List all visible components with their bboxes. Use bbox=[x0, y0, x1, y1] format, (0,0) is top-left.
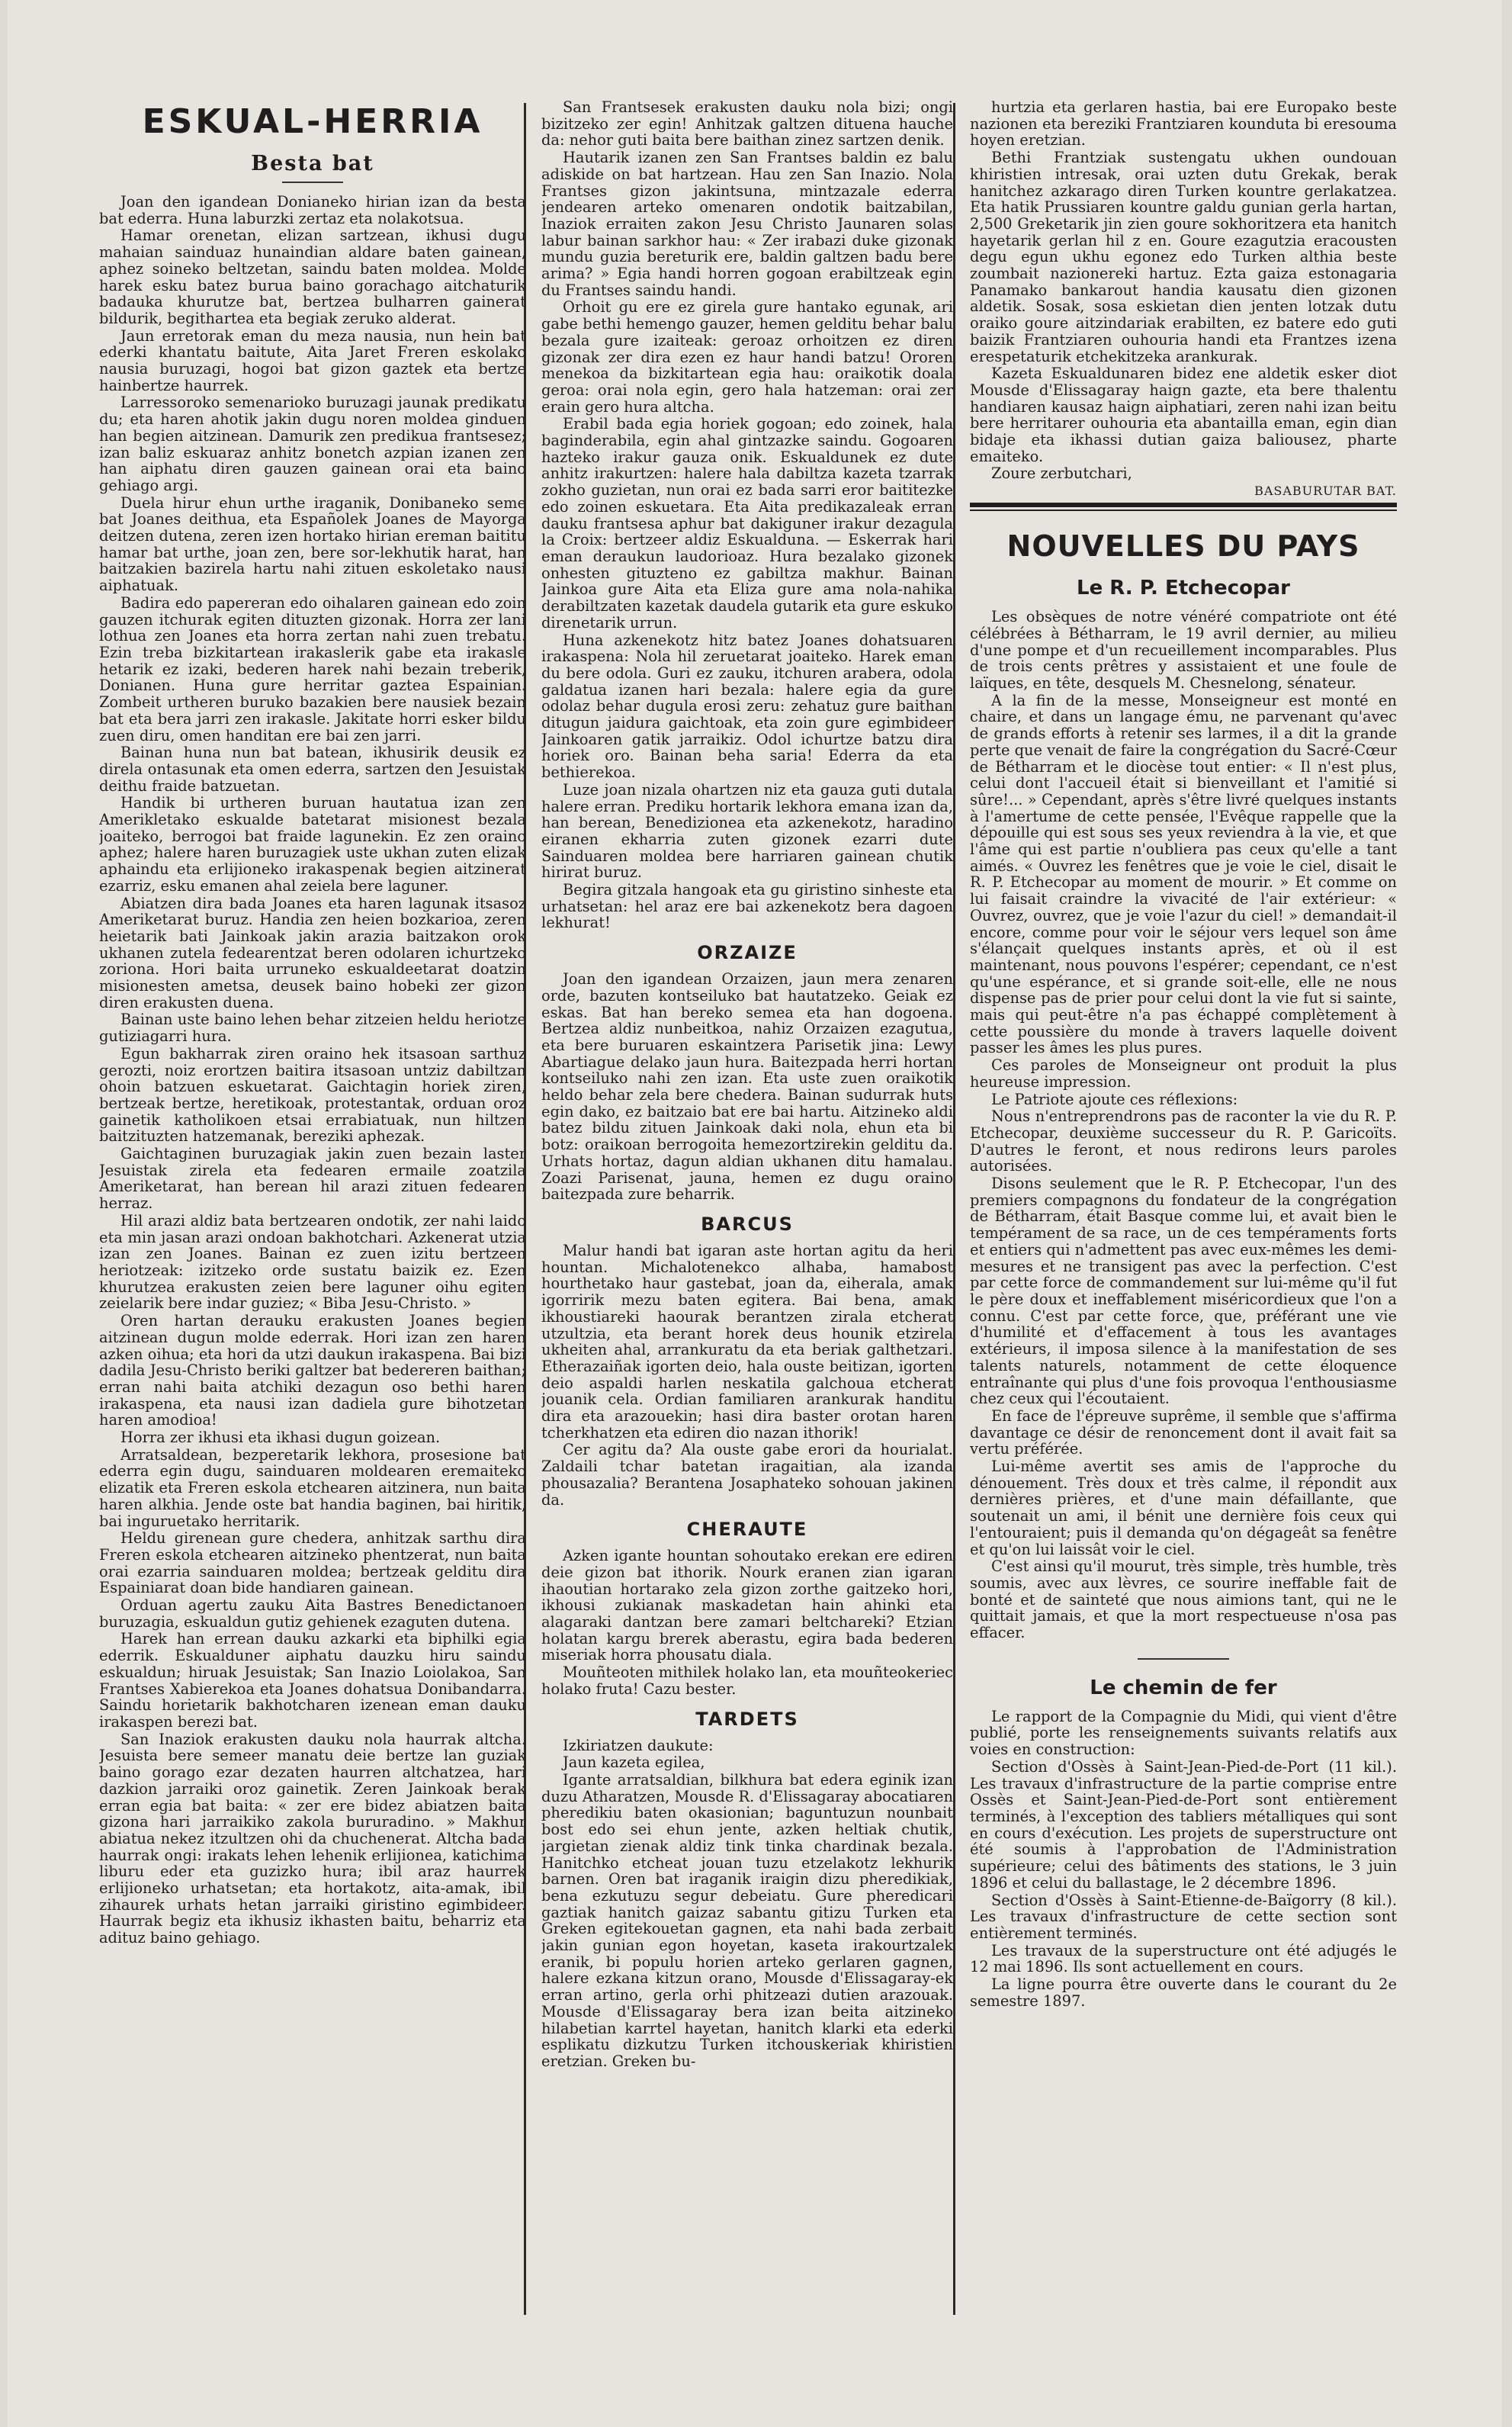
paragraph: Badira edo papereran edo oihalaren gainean edo zoin gauzen itchurak egiten dituzten gizonak. Horra zer lani lothua zen Joanes eta horra zertan nahi zuen trebatu. Ezin treba bizkitartean irakaslerik gabe eta irakasle hetarik ez izaki, bederen harek nahi bezain treberik, Donianen. Huna gure herritar gaztea Espainian. Zombeit urtheren buruko bazakien bere nausiek bezain bat eta bera jarri zen irakasle. Jakitate horri esker bildu zuen diru, omen handitan ere bai zen jarri. bbox=[99, 593, 526, 744]
paragraph: Erabil bada egia horiek gogoan; edo zoinek, hala baginderabila, egin ahal gintzazke saindu. Gogoaren hazteko irakur gauza onik. Eskualdunek ez dute anhitz irakurtzen: halere hala dabiltza kazeta tzarrak zokho guzietan, nun orai ez bada sarri eror baititezke edo zoinen eskuetara. Eta Aita predikazaleak erran dauku frantsesa aphur bat dakiguner irakur dezagula la Croix: bertzeer aldiz Eskualduna. — Eskerrak hari eman deraukun laudorioaz. Hura bezalako gizonek onhesten gituzteno ez gabiltza makhur. Bainan Jainkoa gure Aita eta Eliza gure ama nola-nahika derabiltzaten kazetak daudela gutarik eta gure eskuko direnetarik urrun. bbox=[541, 415, 953, 632]
paragraph: Oren hartan derauku erakusten Joanes begien aitzinean dugun molde ederrak. Hori izan zen haren azken oihua; eta hori da utzi daukun irakaspena. Bai bizi dadila Jesu-Christo beriki galtzer bat bedereren baithan; erran nahi baita atchiki dezagun oso bethi haren irakaspena, eta nausi izan dadiela gure bihotzetan haren amodioa! bbox=[99, 1312, 526, 1429]
paragraph: Cer agitu da? Ala ouste gabe erori da hourialat. Zaldaili tchar batetan iragaitian, ala izanda phousazalia? Berantena Josaphateko sohouan jakinen da. bbox=[541, 1441, 953, 1509]
paragraph: Handik bi urtheren buruan hautatua izan zen Amerikletako eskualde batetarat misionest bezala joaiteko, berrogoi bat fraide lagunekin. Ez zen oraino aphez; halere haren buruzagiek uste ukhan zuten elizak aphaindu eta erlijioneko irakaspenak begien aitzinerat ezarriz, esku emanen ahal zeiela bere laguner. bbox=[99, 794, 526, 895]
paragraph: Nous n'entreprendrons pas de raconter la vie du R. P. Etchecopar, deuxième successeur du R. P. Garicoïts. D'autres le feront, et nous redirons leurs paroles autorisées. bbox=[970, 1107, 1397, 1175]
paragraph: Section d'Ossès à Saint-Jean-Pied-de-Port (11 kil.). Les travaux d'infrastructure de la partie comprise entre Ossès et Saint-Jean-Pied-de-Port sont entièrement terminés, à l'exception des tabliers métalliques qui sont en cours d'exécution. Les projets de superstructure ont été soumis à l'approbation de l'Administration supérieure; celui des bâtiments des stations, le 3 juin 1896 et celui du ballastage, le 2 décembre 1896. bbox=[970, 1757, 1397, 1892]
paragraph: Duela hirur ehun urthe iraganik, Donibaneko seme bat Joanes deithua, eta Españolek Joanes de Mayorga deitzen dutena, zeren izen hortako hirian ereman baititu hamar bat urthe, joan zen, bere sor-lekhutik harat, han baitzakien bazirela hartu nahi zituen eskoletako nausi aiphatuak. bbox=[99, 493, 526, 595]
article-body bbox=[970, 1709, 1397, 2010]
section-title-besta-bat: Besta bat bbox=[251, 152, 374, 175]
paragraph: Begira gitzala hangoak eta gu giristino sinheste eta urhatsetan: hel araz ere bai azkenekotz bera dagoen lekhurat! bbox=[541, 881, 953, 932]
paragraph: Azken igante hountan sohoutako erekan ere ediren deie gizon bat ithorik. Nourk eranen zian igaran ihaoutian hortarako zela gizon zorthe gaitzeko hori, ikhousi zukianak maskadetan hain ahinki eta alagaraki dantzan bere zamari beltchareki? Etzian holatan kargu brerek aberastu, egira bada bederen miseriak horra phousatu diala. bbox=[541, 1547, 953, 1664]
paragraph: Huna azkenekotz hitz batez Joanes dohatsuaren irakaspena: Nola hil zeruetarat joaiteko. Harek eman du bere odola. Guri ez zauku, itchuren arabera, odola galdatua izanen hari bezala: halere egia da gure odolaz behar dugula erosi zeru: zehatuz gure baithan ditugun jaidura gaichtoak, eta zoin gure egimbideer Jainkoaren gatik jarraikiz. Odol ichurtze batzu dira horiek oro. Bainan beha saria! Ederra da eta bethierekoa. bbox=[541, 631, 953, 782]
divider bbox=[1138, 1658, 1229, 1660]
paragraph: Bainan uste baino lehen behar zitzeien heldu heriotze gutiziagarri hura. bbox=[99, 1011, 526, 1046]
paragraph: Le Patriote ajoute ces réflexions: bbox=[991, 1090, 1238, 1108]
article-body bbox=[970, 609, 1397, 1641]
paragraph: C'est ainsi qu'il mourut, très simple, très humble, très soumis, avec aux lèvres, ce sourire ineffable fait de bonté et de sainteté que nous aimions tant, qui ne le quittait jamais, et que la mort respectueuse n'osa pas effacer. bbox=[970, 1557, 1397, 1642]
paragraph: Bethi Frantziak sustengatu ukhen oundouan khiristien intresak, orai uzten dutu Grekak, berak hanitchez azkarago diren Turken kountre gerlakatzea. Eta hatik Prussiaren kountre galdu gunian gerla hartan, 2,500 Greketarik jin zien goure sokhoritzera eta hanitch hayetarik gerlan hil z en. Goure ezagutzia eracousten degu egun ukhu egonez edo Turken althia beste zoumbait nazionereki hartuz. Ezta gaiza estonagaria Panamako bankarout handia kausatu dien gizonen aldetik. Sosak, sosa eskietan dien jenten lotzak dutu oraiko goure aitzindariak erabilten, ez batere edo guti baizik Frantziaren ouhouria handi eta Frantzes izena erespetaturik etchekitzeka arankurak. bbox=[970, 149, 1397, 365]
paragraph: Joan den igandean Donianeko hirian izan da besta bat ederra. Huna laburzki zertaz eta nolakotsua. bbox=[99, 193, 526, 227]
paragraph: En face de l'épreuve suprême, il semble que s'affirma davantage ce désir de renoncement dont il avait fait sa vertu préférée. bbox=[970, 1406, 1397, 1458]
paragraph: hurtzia eta gerlaren hastia, bai ere Europako beste nazionen eta bereziki Frantziaren kounduta bi eresouma hoyen eretzian. bbox=[970, 99, 1397, 149]
paragraph: Zoure zerbutchari, bbox=[991, 465, 1132, 483]
paragraph: Malur handi bat igaran aste hortan agitu da heri hountan. Michalotenekco alhaba, hamabost hourthetako haur gastebat, joan da, eiherala, amak igorririk mezu baten egitera. Bai bena, amak ikhoustiareki haourak berantzen zirala etcherat utzultzia, eta berant horek deus hounik etzirela ukheiten ahal, arrankuratu da eta beriak galthetzari. Etherazaiñak igorten deio, hala ouste beitizan, igorten deio aspaldi harlen neskatila galchoua etcherat jouanik cela. Ordian familiaren arankurak handitu dira eta arazouekin; hasi dira baster orotan haren tcherkhatzen eta ediren dio nazan ithorik! bbox=[541, 1242, 953, 1442]
paragraph: Harek han errean dauku azkarki eta biphilki egia ederrik. Eskualduner aiphatu dauzku hiru saindu eskualdun; hiruak Jesuistak; San Inazio Loiolakoa, San Frantses Xabierekoa eta Joanes dohatsua Donibandarra. Saindu horietarik bakhotcharen izenean eman dauku irakaspen berezi bat. bbox=[99, 1630, 526, 1731]
heading-barcus: BARCUS bbox=[701, 1214, 794, 1235]
paragraph: Hautarik izanen zen San Frantses baldin ez balu adiskide on bat hartzean. Hau zen San Inazio. Nola Frantses gizon jakintsuna, mintzazale ederra jendearen arteko omenaren ondotik baitzabilan, Inaziok erraiten zakon Jesu Christo Jaunaren solas labur bainan sarkhor hau: « Zer irabazi duke gizonak mundu guzia bereturik ere, baldin galtzen badu bere arima? » Egia handi horren gogoan erabiltzeak egin du Frantses saindu handi. bbox=[541, 149, 953, 299]
paragraph: Heldu girenean gure chedera, anhitzak sarthu dira Freren eskola etchearen aitzineko phentzerat, nun baita orai ezarria sainduaren moldea; bertzeak gelditu dira Espainiarat doan bide handiaren gainean. bbox=[99, 1529, 526, 1597]
heading-cheraute: CHERAUTE bbox=[686, 1519, 808, 1541]
paragraph: Ces paroles de Monseigneur ont produit la plus heureuse impression. bbox=[970, 1056, 1397, 1091]
divider bbox=[282, 182, 343, 183]
paragraph: Les travaux de la superstructure ont été adjugés le 12 mai 1896. Ils sont actuellement en cours. bbox=[970, 1941, 1397, 1976]
paragraph: Disons seulement que le R. P. Etchecopar, l'un des premiers compagnons du fondateur de la congrégation de Bétharram, était Basque comme lui, et avait bien le tempérament de sa race, un de ces tempéraments forts et entiers qui n'admettent pas avec eux-mêmes les demi-mesures et ne transigent pas avec la perfection. C'est par cette force de commandement sur lui-même qu'il fut le père doux et ineffablement miséricordieux que l'on a connu. C'est par cette force, que, préférant une vie d'humilité et d'effacement à tous les avantages extérieurs, il imposa silence à la manifestation de ses talents naturels, notamment de cette éloquence entraînante qui plus d'une fois provoqua l'enthousiasme chez ceux qui l'écoutaient. bbox=[970, 1175, 1397, 1408]
paragraph: Arratsaldean, bezperetarik lekhora, prosesione bat ederra egin dugu, sainduaren moldearen eremaiteko elizatik eta Freren eskola etchearen aitzinera, nun baita haren alkhia. Jende oste bat handia baginen, bai hiritik, bai inguruetako herritarik. bbox=[99, 1445, 526, 1530]
article-body bbox=[541, 99, 953, 931]
paragraph: Jaun kazeta egilea, bbox=[563, 1754, 705, 1772]
paragraph: Hamar orenetan, elizan sartzean, ikhusi dugu mahaian sainduaz hunaindian aldare baten gainean, aphez soineko beltzetan, saindu baten moldea. Molde harek esku batez burua baino gorachago aitchaturik badauka khurutze bat, bertzea bulharren gainerat bildurik, begithartea eta begiak zeruko alderat. bbox=[99, 227, 526, 327]
article-body bbox=[99, 194, 526, 1946]
paragraph: Section d'Ossès à Saint-Etienne-de-Baïgorry (8 kil.). Les travaux d'infrastructure de cette section sont entièrement terminés. bbox=[970, 1891, 1397, 1942]
paragraph: Orhoit gu ere ez girela gure hantako egunak, ari gabe bethi hemengo gauzer, hemen gelditu behar balu bezala gure izaiteak: geroaz orhoitzen ez diren gizonak zer dira ezen ez haur handi batzu! Ororen menekoa da bizkitartean egia hau: oraikotik doala geroa: orai nola egin, gero hala hatzeman: orai zer erain gero hura altcha. bbox=[541, 298, 953, 416]
column-1 bbox=[99, 99, 526, 2311]
section-divider bbox=[970, 503, 1397, 511]
heading-chemin-de-fer: Le chemin de fer bbox=[1090, 1676, 1277, 1699]
paragraph: Le rapport de la Compagnie du Midi, qui vient d'être publié, porte les renseignements suivants relatifs aux voies en construction: bbox=[970, 1707, 1397, 1759]
article-body bbox=[541, 1737, 953, 2070]
column-rule-2 bbox=[953, 103, 955, 2315]
heading-nouvelles-du-pays: NOUVELLES DU PAYS bbox=[1006, 529, 1360, 564]
paragraph: Egun bakharrak ziren oraino hek itsasoan sarthuz gerozti, noiz erortzen baitira itsasoan untziz dabiltzan ohoin batzuen eskuetarat. Gaichtagin horiek ziren, bertzeak bertze, heretikoak, protestantak, orduan oroz gainetik katholikoen etsai errabiatuak, nun hiltzen baitzituzten hatzemanak, bereziki aphezak. bbox=[99, 1044, 526, 1146]
column-3 bbox=[970, 99, 1397, 2311]
paragraph: Larressoroko semenarioko buruzagi jaunak predikatu du; eta haren ahotik jakin dugu noren moldea ginduen han begien aitzinean. Damurik zen predikua frantsesez; izan baliz eskuaraz anhitz bonetch azpian izanen zen han aiphatu diren gauzen gainean orai eta baino gehiago argi. bbox=[99, 394, 526, 494]
article-body bbox=[541, 1242, 953, 1508]
paragraph: Horra zer ikhusi eta ikhasi dugun goizean. bbox=[120, 1429, 441, 1447]
article-body bbox=[541, 971, 953, 1203]
paragraph: San Inaziok erakusten dauku nola haurrak altcha. Jesuista bere semeer manatu deie bertze lan guziak baino gorago ezar dezaten haurren altchatzea, hari dazkion jarraiki oroz gainetik. Zeren Jainkoak berak erran egia bat baita: « zer ere bidez abiatzen baita gizona hari jarraikiko zakola bururadino. » Makhur abiatua nekez itzultzen ohi da chuchenerat. Altcha bada haurrak ongi: irakats lehen lehenik erlijionea, katichima liburu eder eta guzizko hura; ibil araz haurrek erlijioneko urhatsetan; eta hortakotz, aita-amak, ibil zihaurek urhats hetan jarraiki giristino egimbideer. Haurrak begiz eta ikhusiz ikhasten baitu, beharriz eta adituz baino gehiago. bbox=[99, 1730, 526, 1947]
article-body bbox=[970, 99, 1397, 482]
paragraph: A la fin de la messe, Monseigneur est monté en chaire, et dans un langage ému, ne parvenant qu'avec de grands efforts à retenir ses larmes, il a dit la grande perte que venait de faire la congrégation du Sacré-Cœur de Bétharram et le diocèse tout entier: « Il n'est plus, celui dont l'accueil était si bienveillant et l'amitié si sûre!... » Cependant, après s'être livré quelques instants à l'amertume de cette pensée, l'Evêque rappelle que la dépouille qui est sous ses yeux reviendra à la vie, et que l'âme qui est partie n'oubliera pas ceux qu'elle a tant aimés. « Ouvrez les fenêtres que je voie le ciel, disait le R. P. Etchecopar au moment de mourir. » Et comme on lui faisait craindre la vivacité de l'air extérieur: « Ouvrez, ouvrez, que je voie l'azur du ciel! » demandait-il encore, comme pour voir le séjour vers lequel son âme s'élançait quelques instants après, et où il est maintenant, nous pouvons l'espérer; cependant, ce n'est qu'une espérance, et si grande soit-elle, elle ne nous dispense pas de prier pour celui dont la vie fut si sainte, mais qui peut-être n'a pas échappé complètement à cette poussière du monde à travers laquelle doivent passer les âmes les plus pures. bbox=[970, 691, 1397, 1057]
paragraph: Izkiriatzen daukute: bbox=[563, 1736, 714, 1754]
article-body bbox=[541, 1548, 953, 1697]
paragraph: Igante arratsaldian, bilkhura bat edera eginik izan duzu Atharatzen, Mousde R. d'Elissagaray abocatiaren pheredikiu baten okasionian; baguntuzun nounbait bost edo sei ehun jente, azken heltiak chutik, jargietan zienak aldiz tink tinka chardinak bezala. Hanitchko etcheat jouan tuzu etzelakotz lekhurik barnen. Oren bat iraganik iraigin dizu pheredikiak, bena ezkutuzu segur debeiatu. Gure pheredicari gaztiak hanitch gaizaz sabantu gitizu Turken eta Greken egitekouetan gagnen, eta nahi bada zerbait jakin gunian egon hoyetan, kaseta irakourtzalek eranik, bi populu horien arteko gerlaren gagnen, halere ezkana kitzun orano, Mousde d'Elissagaray-ek erran artino, gerla orhi phitzeazi dutien arazouak. Mousde d'Elissagaray bera izan beita aitzineko hilabetian karrtel hayetan, hanitch klarki eta ederki esplikatu dizkutzu Turken itchouskeriak khiristien eretzian. Greken bu- bbox=[541, 1770, 953, 2070]
heading-orzaize: ORZAIZE bbox=[697, 942, 798, 964]
column-2 bbox=[541, 99, 953, 2311]
newspaper-page bbox=[8, 0, 1502, 2427]
paragraph: Hil arazi aldiz bata bertzearen ondotik, zer nahi laido eta min jasan arazi ondoan bakhotchari. Azkenerat utzia izan zen Joanes. Bainan ez zuen izitu bertzeen heriotzeak: izitzeko orde sustatu baizik ez. Ezen khurutzea erakusten zeien bere laguner oihu egiten zeielarik bere indar guziez; « Biba Jesu-Christo. » bbox=[99, 1211, 526, 1313]
paragraph: Luze joan nizala ohartzen niz eta gauza guti dutala halere erran. Prediku hortarik lekhora emana izan da, han berean, Benedizionea eta azkenekotz, haradino eiranen ekharria zuten gizonek ezarri dute Sainduaren moldea bere harriaren gainean chutik hirirat buruz. bbox=[541, 780, 953, 882]
heading-etchecopar: Le R. P. Etchecopar bbox=[1077, 577, 1290, 600]
paragraph: Abiatzen dira bada Joanes eta haren lagunak itsasoz Ameriketarat buruz. Handia zen heien bozkarioa, zeren heietarik bati Jainkoak jakin arazia baitzakon orok ukhanen zutela fedearentzat beren odolaren ichurtzeko zoriona. Hori baita urruneko eskualdeetarat doatzin misionesten ametsa, deusek baino hobeki zer gizon diren erakusten duena. bbox=[99, 894, 526, 1011]
paragraph: Joan den igandean Orzaizen, jaun mera zenaren orde, bazuten kontseiluko bat hautatzeko. Geiak ez eskas. Bat han bereko semea eta han dogoena. Bertzea aldiz nunbeitkoa, nahiz Orzaizen ezagutua, eta bere buruaren eskaintzera Parisetik jina: Lewy Abartiague delako jaun hura. Baitezpada herri hortan kontseiluko nahi zen izan. Eta uste zuen oraikotik heldo behar zela bere chedera. Bainan sudurrak huts egin dako, ez baitzaio bat ere bai hartu. Aitzineko aldi batez bildu zituen Jainkoak daki nola, ehun eta bi botz: oraikoan berrogoita hemezortzirekin gelditu da. Urhats hortaz, dagun aldian ukhanen ditu hamalau. Zoazi Parisenat, jauna, hemen ez dugu oraino baitezpada zure beharrik. bbox=[541, 970, 953, 1204]
masthead: ESKUAL-HERRIA bbox=[142, 102, 483, 141]
signature: BASABURUTAR BAT. bbox=[1254, 484, 1397, 499]
paragraph: Kazeta Eskualdunaren bidez ene aldetik esker diot Mousde d'Elissagaray haign gazte, eta bere thalentu handiaren kausaz haign aiphatiari, zeren nahi izan beitu bere herritarer ouhouria eta abantailla eman, egin dian bidaje eta ikhassi dutian gaiza baliousez, pharte emaiteko. bbox=[970, 365, 1397, 465]
paragraph: Les obsèques de notre vénéré compatriote ont été célébrées à Bétharram, le 19 avril dernier, au milieu d'une pompe et d'un recueillement incomparables. Plus de trois cents prêtres y assistaient et une foule de laïques, en tête, desquels M. Chesnelong, sénateur. bbox=[970, 608, 1397, 692]
paragraph: San Frantsesek erakusten dauku nola bizi; ongi bizitzeko zer egin! Anhitzak galtzen dituena hauche da: nehor guti baita bere baithan zinez sartzen denik. bbox=[541, 99, 953, 149]
paragraph: Bainan huna nun bat batean, ikhusirik deusik ez direla ontasunak eta omen ederra, sartzen den Jesuistak deithu fraide batzuetan. bbox=[99, 744, 526, 795]
paragraph: Mouñteoten mithilek holako lan, eta mouñteokeriec holako fruta! Cazu bester. bbox=[541, 1664, 953, 1698]
paragraph: La ligne pourra être ouverte dans le courant du 2e semestre 1897. bbox=[970, 1975, 1397, 2010]
paragraph: Orduan agertu zauku Aita Bastres Benedictanoen buruzagia, eskualdun gutiz gehienek ezaguten dutena. bbox=[99, 1596, 526, 1631]
paragraph: Lui-même avertit ses amis de l'approche du dénouement. Très doux et très calme, il répondit aux dernières prières, et d'une main défaillante, que soutenait un ami, il bénit une dernière fois ceux qui l'entouraient; puis il demanda qu'on dégageât sa fenêtre et qu'on lui laissât voir le ciel. bbox=[970, 1458, 1397, 1558]
heading-tardets: TARDETS bbox=[695, 1708, 799, 1730]
paragraph: Gaichtaginen buruzagiak jakin zuen bezain laster Jesuistak zirela eta fedearen ermaile zoatzila Ameriketarat, han berean hil arazi zituen fedearen herraz. bbox=[99, 1145, 526, 1213]
paragraph: Jaun erretorak eman du meza nausia, nun hein bat ederki khantatu baitute, Aita Jaret Freren eskolako nausia buruzagi, hogoi bat gizon gaztek eta bertze hainbertze haurrek. bbox=[99, 326, 526, 394]
